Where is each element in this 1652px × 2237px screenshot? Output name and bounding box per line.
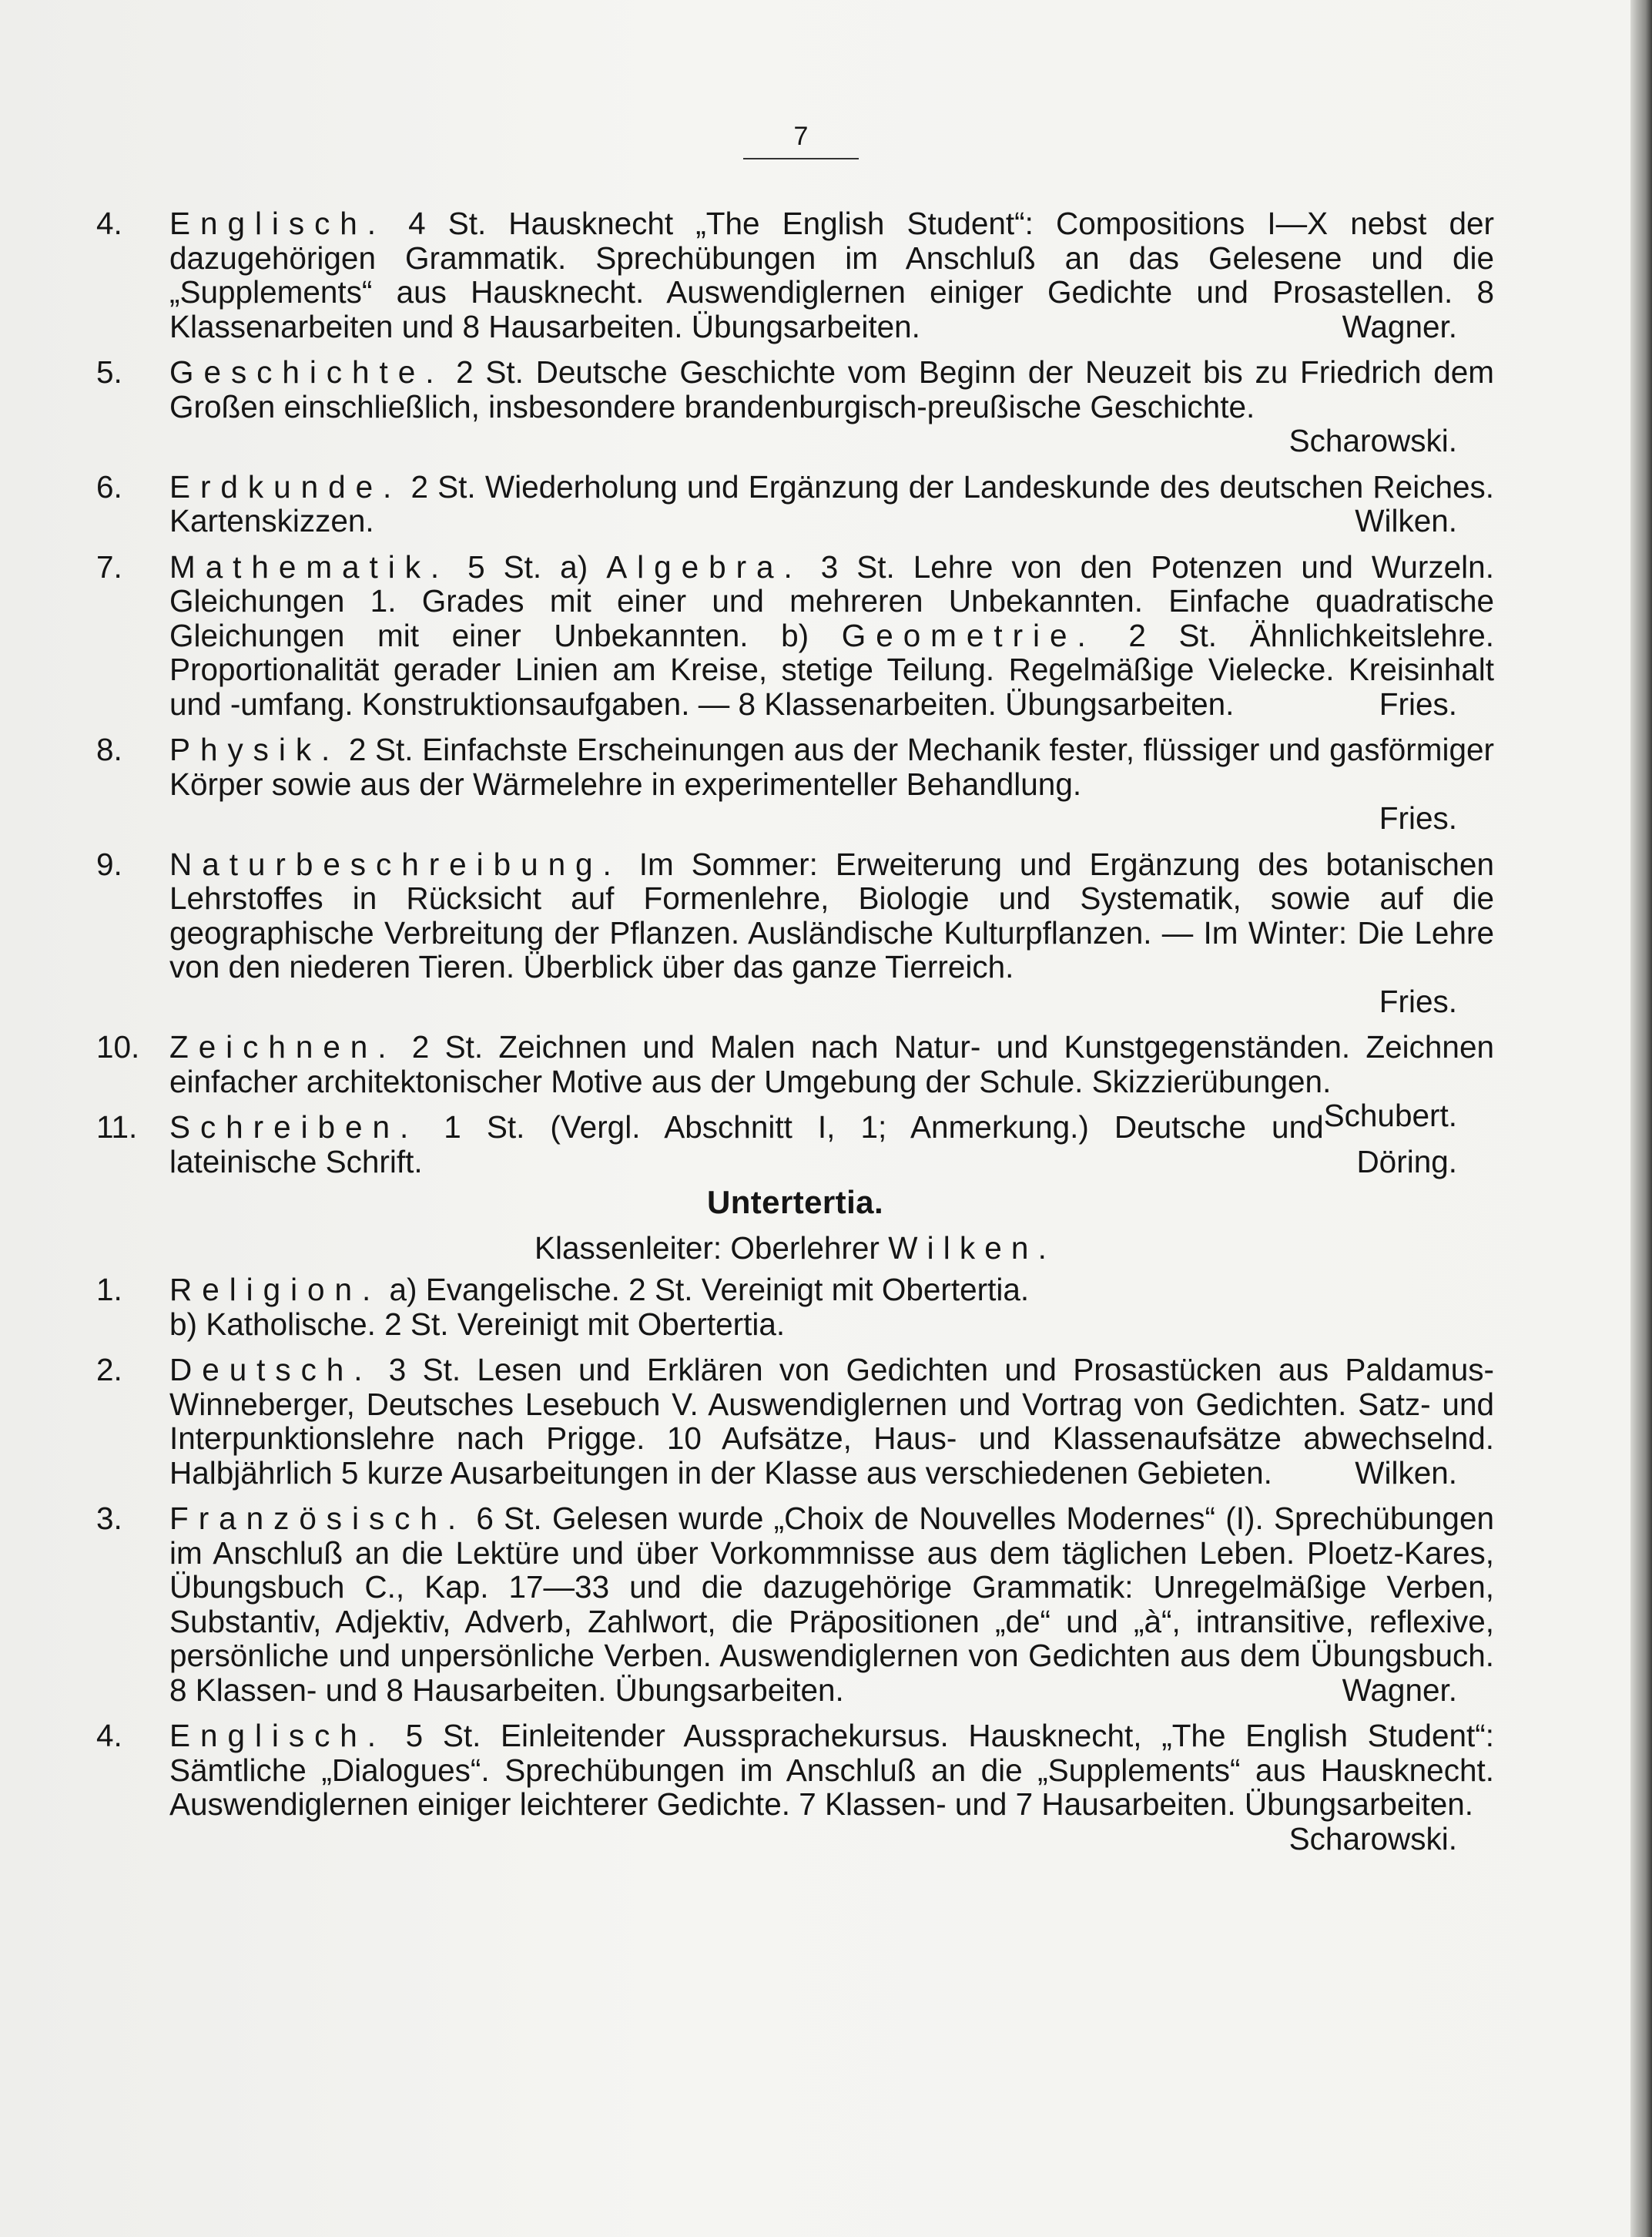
entry-teacher: Schubert.	[1323, 1098, 1457, 1133]
entry-text: 2 St. Ähnlichkeitslehre. Proportionalität gerader Linien am Kreise, stetige Teilung. Regelmäßige Vielecke. Kreisinhalt und -umfang. Konstruktionsaufgaben. — 8 Klassenarbeiten. Übungsarbeiten.	[169, 617, 1494, 722]
entry-number: 9.	[96, 846, 122, 882]
entry-body	[169, 550, 1494, 722]
entry-subject: Religion.	[169, 1272, 381, 1307]
entry-text: Im Sommer: Erweiterung und Ergänzung des botanischen Lehrstoffes in Rücksicht auf Formenlehre, Biologie und Systematik, sowie auf die geographische Verbreitung der Pflanzen. Ausländische Kulturpflanzen. — Im Winter: Die Lehre von den niederen Tieren. Überblick über das ganze Tierreich.	[169, 846, 1494, 984]
entry-text: 5 St. a)	[467, 548, 588, 585]
page-edge-shadow	[1630, 0, 1652, 2237]
entry-erdkunde	[96, 470, 1494, 538]
entry-physik	[96, 733, 1494, 836]
entry-subject: Physik.	[169, 732, 340, 767]
entry-teacher: Scharowski.	[1288, 423, 1457, 458]
entry-subject: Zeichnen.	[169, 1029, 397, 1065]
entry-number: 6.	[96, 468, 122, 505]
page-number-rule	[743, 158, 859, 159]
entry-franzoesisch	[96, 1501, 1494, 1707]
entry-body	[169, 1353, 1494, 1490]
entry-text: 6 St. Gelesen wurde „Choix de Nouvelles Modernes“ (I). Sprechübungen im Anschluß an die Lektüre und über Vorkommnisse aus dem täglichen Leben. Ploetz-Kares, Übungsbuch C., Kap. 17—33 und die dazugehörige Grammatik: Unregelmäßige Verben, Substantiv, Adjektiv, Adverb, Zahlwort, die Präpositionen „de“ und „à“, intransitive, reflexive, persönliche und unpersönliche Verben. Auswendiglernen von Gedichten aus dem Übungsbuch. 8 Klassen- und 8 Hausarbeiten. Übungsarbeiten.	[169, 1501, 1494, 1708]
entry-naturbeschreibung	[96, 847, 1494, 1019]
entry-number: 3.	[96, 1501, 122, 1536]
entry-teacher-line	[96, 424, 1494, 458]
entry-body	[169, 355, 1494, 424]
entry-teacher: Wilken.	[1355, 1454, 1457, 1491]
section-title-untertertia: Untertertia.	[706, 1184, 884, 1220]
entry-text: a) Evangelische. 2 St. Vereinigt mit Obertertia.	[389, 1272, 1030, 1307]
entry-subject: Geschichte.	[169, 354, 444, 390]
entry-body	[169, 847, 1494, 984]
entry-subsubject-geometrie: Geometrie.	[841, 617, 1096, 653]
entry-subject: Englisch.	[169, 1718, 386, 1753]
entry-subject: Französisch.	[169, 1501, 467, 1536]
entry-number: 11.	[96, 1109, 138, 1145]
entry-body	[169, 206, 1494, 344]
entry-schreiben	[96, 1110, 1494, 1179]
entry-subject: Naturbeschreibung.	[169, 846, 622, 882]
entry-mathematik	[96, 550, 1494, 722]
entry-teacher-line	[96, 984, 1494, 1019]
entry-religion	[96, 1273, 1494, 1341]
entry-englisch-ot	[96, 206, 1494, 344]
entry-number: 8.	[96, 732, 122, 767]
entry-body	[169, 733, 1494, 801]
entry-subline: b) Katholische. 2 St. Vereinigt mit Obertertia.	[169, 1306, 786, 1342]
entry-text: 3 St. Lehre von den Potenzen und Wurzeln. Gleichungen 1. Grades mit einer und mehreren Unbekannten. Einfache quadratische Gleichungen mit einer Unbekannten. b)	[169, 548, 1494, 653]
entry-teacher-line	[96, 801, 1494, 836]
page-content	[96, 206, 1494, 1856]
entry-text: 1 St. (Vergl. Abschnitt I, 1; Anmerkung.) Deutsche und lateinische Schrift.	[169, 1109, 1324, 1179]
entry-text: 2 St. Einfachste Erscheinungen aus der Mechanik fester, flüssiger und gasförmiger Körper sowie aus der Wärmelehre in experimenteller Behandlung.	[169, 732, 1494, 802]
entry-subject: Mathematik.	[169, 548, 450, 585]
entry-teacher: Fries.	[1379, 800, 1457, 836]
class-leader-line	[96, 1231, 1494, 1266]
page-number: 7	[793, 122, 809, 151]
entry-text: 3 St. Lesen und Erklären von Gedichten und Prosastücken aus Paldamus-Winneberger, Deutsches Lesebuch V. Auswendiglernen und Vortrag von Gedichten. Satz- und Interpunktionslehre nach Prigge. 10 Aufsätze, Haus- und Klassenaufsätze abwechselnd. Halbjährlich 5 kurze Ausarbeitungen in der Klasse aus verschiedenen Gebieten.	[169, 1352, 1494, 1491]
entry-number: 4.	[96, 1718, 122, 1753]
entry-body	[169, 1718, 1494, 1856]
entry-text: 2 St. Deutsche Geschichte vom Beginn der Neuzeit bis zu Friedrich dem Großen einschließlich, insbesondere brandenburgisch-preußische Geschichte.	[169, 354, 1494, 424]
entry-subsubject-algebra: Algebra.	[606, 548, 803, 585]
entry-subject: Erdkunde.	[169, 468, 402, 505]
entry-number: 10.	[96, 1029, 140, 1065]
entry-text: 5 St. Einleitender Aussprachekursus. Hausknecht, „The English Student“: Sämtliche „Dialogues“. Sprechübungen im Anschluß an die „Supplements“ aus Hausknecht. Auswendiglernen einiger leichterer Gedichte. 7 Klassen- und 7 Hausarbeiten. Übungsarbeiten.	[169, 1718, 1494, 1822]
entry-subject: Schreiben.	[169, 1109, 419, 1145]
entry-deutsch	[96, 1353, 1494, 1490]
entry-body	[169, 1110, 1494, 1179]
entry-number: 1.	[96, 1272, 122, 1307]
entry-number: 4.	[96, 206, 122, 241]
class-leader-name: Wilken.	[888, 1229, 1057, 1266]
entry-teacher: Scharowski.	[1288, 1820, 1457, 1856]
entry-teacher: Wagner.	[1342, 308, 1457, 344]
entry-teacher: Fries.	[1379, 686, 1457, 722]
entry-teacher: Wilken.	[1355, 503, 1457, 538]
entry-number: 2.	[96, 1352, 122, 1387]
entry-body	[169, 470, 1494, 538]
entry-body	[169, 1501, 1494, 1707]
entry-text: 2 St. Zeichnen und Malen nach Natur- und Kunstgegenständen. Zeichnen einfacher architektonischer Motive aus der Umgebung der Schule. Skizzierübungen.	[169, 1029, 1494, 1099]
entry-text: 2 St. Wiederholung und Ergänzung der Landeskunde des deutschen Reiches. Kartenskizzen.	[169, 468, 1494, 538]
entry-teacher: Wagner.	[1342, 1672, 1457, 1708]
entry-geschichte	[96, 355, 1494, 458]
entry-body	[169, 1273, 1494, 1307]
entry-englisch-ut	[96, 1718, 1494, 1856]
entry-subject: Englisch.	[169, 206, 386, 241]
entry-teacher: Döring.	[1356, 1143, 1457, 1179]
entry-number: 7.	[96, 548, 122, 585]
entry-text: 4 St. Hausknecht „The English Student“: Compositions I—X nebst der dazugehörigen Grammatik. Sprechübungen im Anschluß an das Gelesene und die „Supplements“ aus Hausknecht. Auswendiglernen einiger Gedichte und Prosastellen. 8 Klassenarbeiten und 8 Hausarbeiten. Übungsarbeiten.	[169, 206, 1494, 344]
entry-number: 5.	[96, 354, 122, 390]
entry-teacher: Fries.	[1379, 983, 1457, 1019]
entry-subject: Deutsch.	[169, 1352, 373, 1387]
class-leader-prefix: Klassenleiter: Oberlehrer	[534, 1229, 880, 1266]
